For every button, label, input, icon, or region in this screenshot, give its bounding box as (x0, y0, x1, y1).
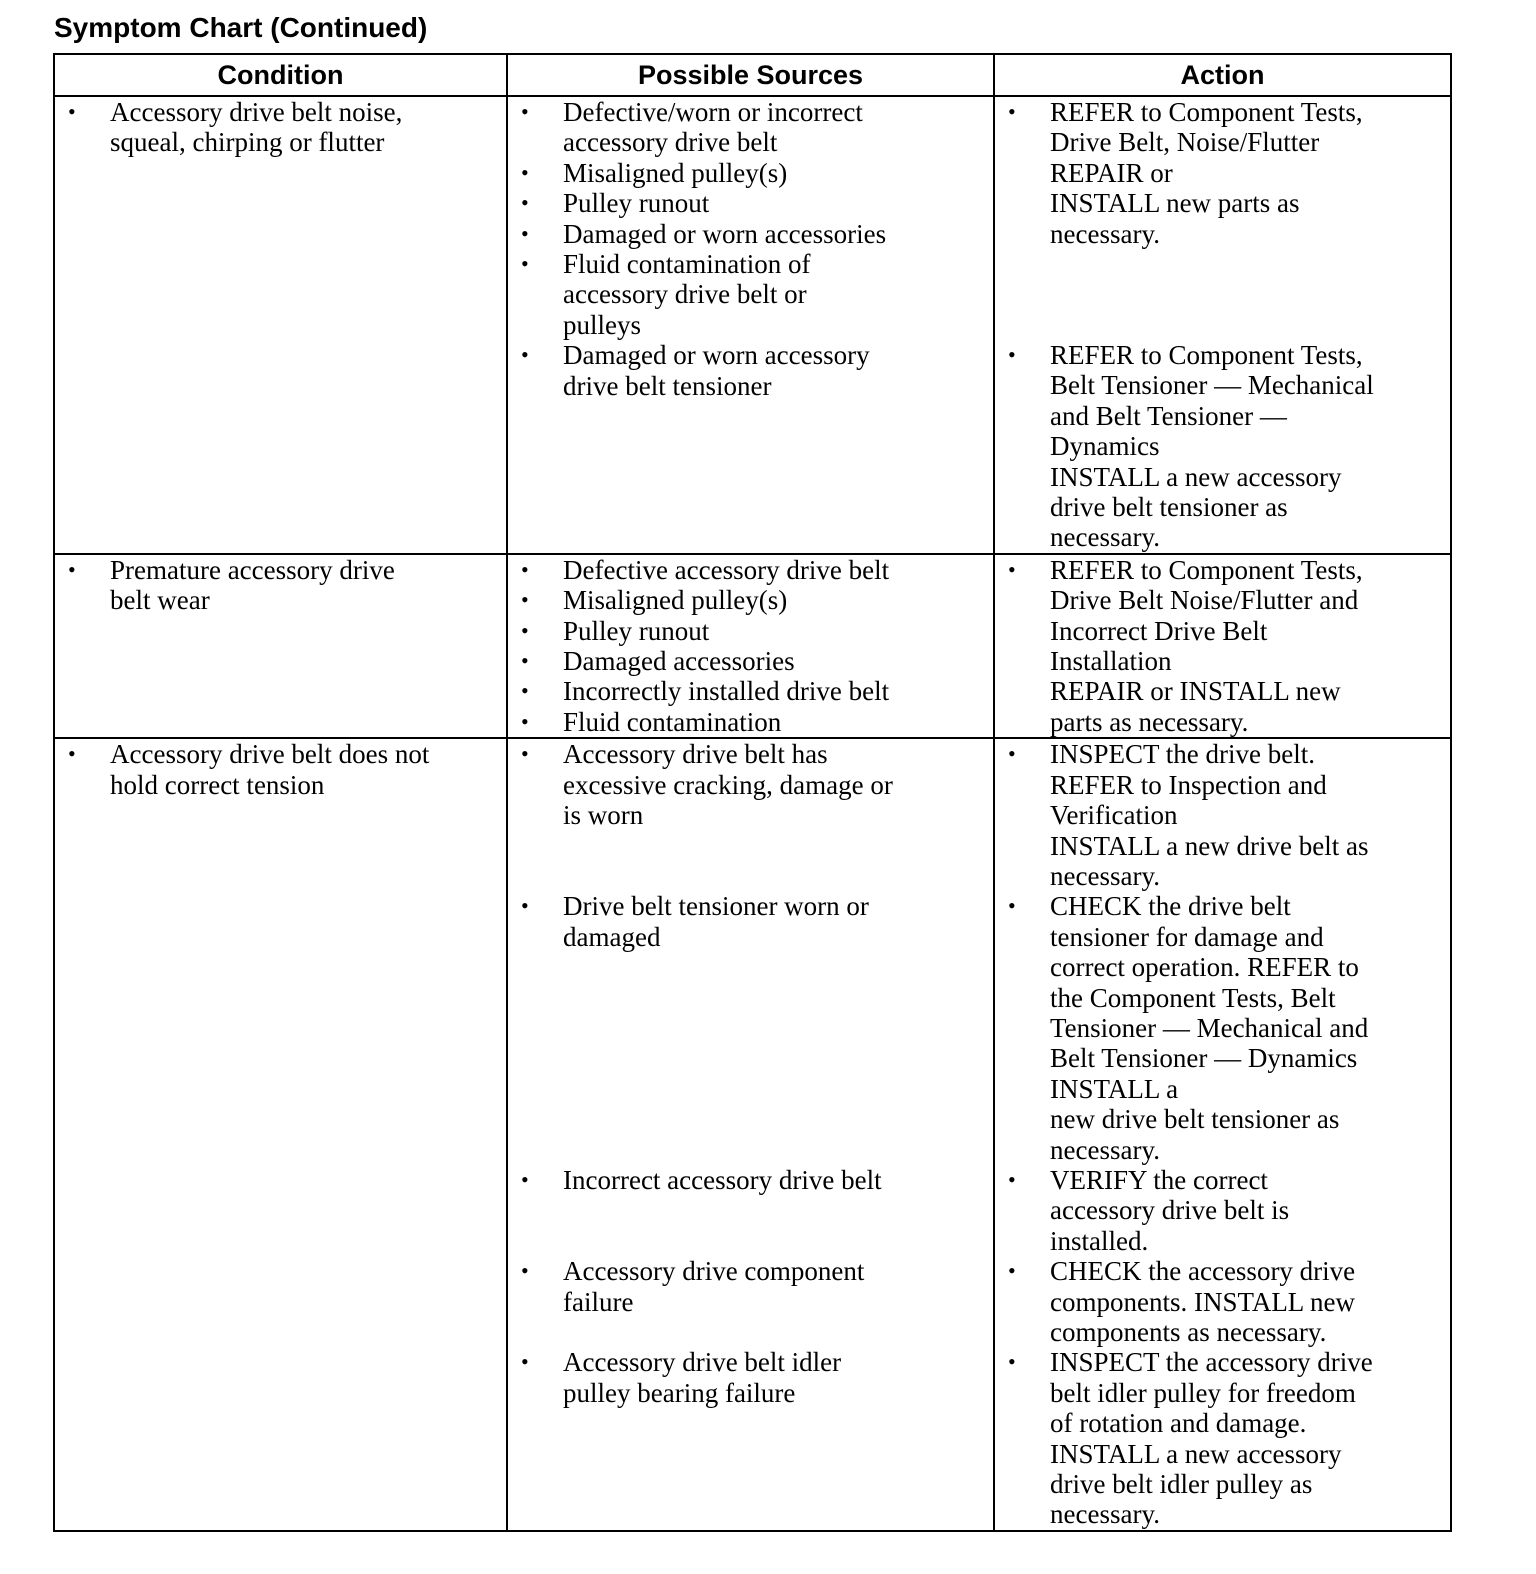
text-line: INSTALL a new accessory (1050, 461, 1342, 492)
bullet-icon: • (521, 1258, 529, 1284)
text-line: Fluid contamination (563, 706, 782, 737)
header-row (54, 54, 1451, 96)
text-line: REPAIR or INSTALL new (1050, 676, 1341, 707)
action-item (995, 1347, 1450, 1529)
text-line: drive belt tensioner as (1050, 492, 1288, 523)
text-line: pulley bearing failure (563, 1377, 796, 1408)
source-item (508, 1256, 993, 1347)
bullet-icon: • (521, 556, 529, 582)
source-item (508, 739, 993, 891)
bullet-icon: • (68, 99, 76, 124)
sources-cell (507, 738, 994, 1531)
text-line: installed. (1050, 1225, 1149, 1256)
action-item (995, 891, 1450, 1165)
source-item (508, 340, 993, 401)
action-item (995, 340, 1450, 553)
source-item (508, 707, 993, 737)
bullet-icon: • (521, 220, 529, 246)
sources-cell (507, 96, 994, 554)
text-line: Damaged accessories (563, 646, 795, 677)
source-item (508, 646, 993, 676)
text-line: tensioner for damage and (1050, 921, 1324, 952)
action-item (995, 739, 1450, 891)
source-item (508, 555, 993, 585)
source-item (508, 219, 993, 249)
text-line: Misaligned pulley(s) (563, 585, 788, 616)
condition-header: Condition (54, 54, 507, 96)
text-line: correct operation. REFER to (1050, 952, 1359, 983)
text-line: CHECK the accessory drive (1050, 1256, 1356, 1287)
source-item (508, 616, 993, 646)
text-line: of rotation and damage. (1050, 1408, 1307, 1439)
bullet-icon: • (1008, 99, 1016, 124)
text-line: hold correct tension (110, 769, 325, 800)
text-line: INSPECT the accessory drive (1050, 1347, 1373, 1378)
bullet-icon: • (521, 99, 529, 124)
source-item (508, 249, 993, 340)
text-line: components as necessary. (1050, 1317, 1327, 1347)
text-line: INSTALL a new drive belt as (1050, 830, 1369, 861)
text-line: CHECK the drive belt (1050, 891, 1291, 922)
text-line: Fluid contamination of (563, 249, 811, 280)
text-line: accessory drive belt or (563, 279, 807, 310)
text-line: and Belt Tensioner — (1050, 400, 1287, 431)
text-line: Drive belt tensioner worn or (563, 891, 869, 922)
text-line: drive belt idler pulley as (1050, 1469, 1313, 1500)
text-line: Accessory drive component (563, 1256, 865, 1287)
text-line: failure (563, 1286, 634, 1317)
text-line: damaged (563, 921, 661, 952)
source-item (508, 891, 993, 1165)
bullet-icon: • (1008, 893, 1016, 919)
text-line: REFER to Inspection and (1050, 769, 1327, 800)
source-item (508, 676, 993, 706)
source-item (508, 1165, 993, 1256)
bullet-icon: • (521, 159, 529, 185)
source-item (508, 1347, 993, 1408)
condition-cell (54, 96, 507, 554)
source-item (508, 188, 993, 218)
bullet-icon: • (521, 587, 529, 613)
text-line: excessive cracking, damage or (563, 769, 893, 800)
text-line: Accessory drive belt noise, (110, 97, 403, 127)
text-line: belt idler pulley for freedom (1050, 1377, 1356, 1408)
action-cell (994, 554, 1451, 738)
action-cell (994, 96, 1451, 554)
action-cell (994, 738, 1451, 1531)
text-line: Accessory drive belt idler (563, 1347, 842, 1378)
text-line: Defective/worn or incorrect (563, 97, 863, 127)
text-line: the Component Tests, Belt (1050, 982, 1336, 1013)
table-row (54, 96, 1451, 554)
text-line: Incorrectly installed drive belt (563, 676, 890, 707)
table-row (54, 738, 1451, 1531)
action-item (995, 97, 1450, 340)
action-header: Action (994, 54, 1451, 96)
text-line: Dynamics (1050, 431, 1160, 462)
text-line: parts as necessary. (1050, 706, 1249, 737)
text-line: VERIFY the correct (1050, 1164, 1268, 1195)
source-item (508, 585, 993, 615)
action-item (995, 555, 1450, 737)
condition-item (55, 97, 506, 158)
text-line: belt wear (110, 585, 210, 616)
bullet-icon: • (521, 741, 529, 767)
source-item (508, 158, 993, 188)
text-line: Tensioner — Mechanical and (1050, 1012, 1369, 1043)
text-line: Accessory drive belt has (563, 739, 828, 770)
text-line: Damaged or worn accessory (563, 340, 870, 371)
bullet-icon: • (521, 251, 529, 277)
text-line: Accessory drive belt does not (110, 739, 430, 770)
text-line: Damaged or worn accessories (563, 218, 887, 249)
condition-cell (54, 554, 507, 738)
condition-item (55, 555, 506, 616)
text-line: Verification (1050, 800, 1178, 831)
text-line: Belt Tensioner — Dynamics (1050, 1043, 1358, 1074)
text-line: Pulley runout (563, 188, 710, 219)
symptom-chart-table (53, 53, 1452, 1532)
bullet-icon: • (1008, 342, 1016, 367)
bullet-icon: • (1008, 1349, 1016, 1375)
bullet-icon: • (521, 648, 529, 674)
bullet-icon: • (68, 556, 76, 582)
text-line: necessary. (1050, 1134, 1160, 1165)
bullet-icon: • (1008, 1166, 1016, 1192)
text-line: necessary. (1050, 1499, 1160, 1530)
text-line: accessory drive belt (563, 127, 778, 158)
text-line: Installation (1050, 646, 1172, 677)
bullet-icon: • (521, 893, 529, 919)
text-line: Incorrect Drive Belt (1050, 615, 1268, 646)
bullet-icon: • (1008, 1258, 1016, 1284)
bullet-icon: • (521, 678, 529, 704)
text-line: Misaligned pulley(s) (563, 157, 788, 188)
bullet-icon: • (521, 190, 529, 216)
text-line: new drive belt tensioner as (1050, 1104, 1340, 1135)
text-line: INSTALL new parts as (1050, 188, 1300, 219)
action-item (995, 1256, 1450, 1347)
condition-cell (54, 738, 507, 1531)
text-line: REFER to Component Tests, (1050, 554, 1363, 585)
text-line: accessory drive belt is (1050, 1195, 1290, 1226)
text-line: necessary. (1050, 218, 1160, 249)
text-line: necessary. (1050, 522, 1160, 553)
bullet-icon: • (521, 617, 529, 643)
bullet-icon: • (68, 741, 76, 767)
text-line: components. INSTALL new (1050, 1286, 1356, 1317)
text-line: pulleys (563, 309, 641, 340)
text-line: drive belt tensioner (563, 370, 772, 401)
text-line: Drive Belt Noise/Flutter and (1050, 585, 1359, 616)
bullet-icon: • (521, 1167, 529, 1193)
source-item (508, 97, 993, 158)
text-line: REFER to Component Tests, (1050, 340, 1363, 370)
text-line: Premature accessory drive (110, 554, 395, 585)
bullet-icon: • (521, 342, 529, 368)
sources-cell (507, 554, 994, 738)
possible-sources-header: Possible Sources (507, 54, 994, 96)
bullet-icon: • (1008, 741, 1016, 767)
text-line: Belt Tensioner — Mechanical (1050, 370, 1374, 401)
text-line: Drive Belt, Noise/Flutter (1050, 127, 1320, 158)
text-line: necessary. (1050, 860, 1160, 891)
text-line: REFER to Component Tests, (1050, 97, 1363, 127)
text-line: Incorrect accessory drive belt (563, 1165, 882, 1196)
text-line: INSTALL a (1050, 1073, 1179, 1104)
bullet-icon: • (521, 708, 529, 734)
text-line: Defective accessory drive belt (563, 554, 890, 585)
text-line: INSTALL a new accessory (1050, 1438, 1342, 1469)
action-item (995, 1165, 1450, 1256)
table-row (54, 554, 1451, 738)
text-line: is worn (563, 800, 644, 831)
text-line: Pulley runout (563, 615, 710, 646)
text-line: REPAIR or (1050, 157, 1173, 188)
text-line: squeal, chirping or flutter (110, 127, 385, 158)
page-title: Symptom Chart (Continued) (54, 12, 428, 43)
bullet-icon: • (521, 1349, 529, 1375)
bullet-icon: • (1008, 556, 1016, 582)
text-line: INSPECT the drive belt. (1050, 739, 1315, 770)
condition-item (55, 739, 506, 800)
